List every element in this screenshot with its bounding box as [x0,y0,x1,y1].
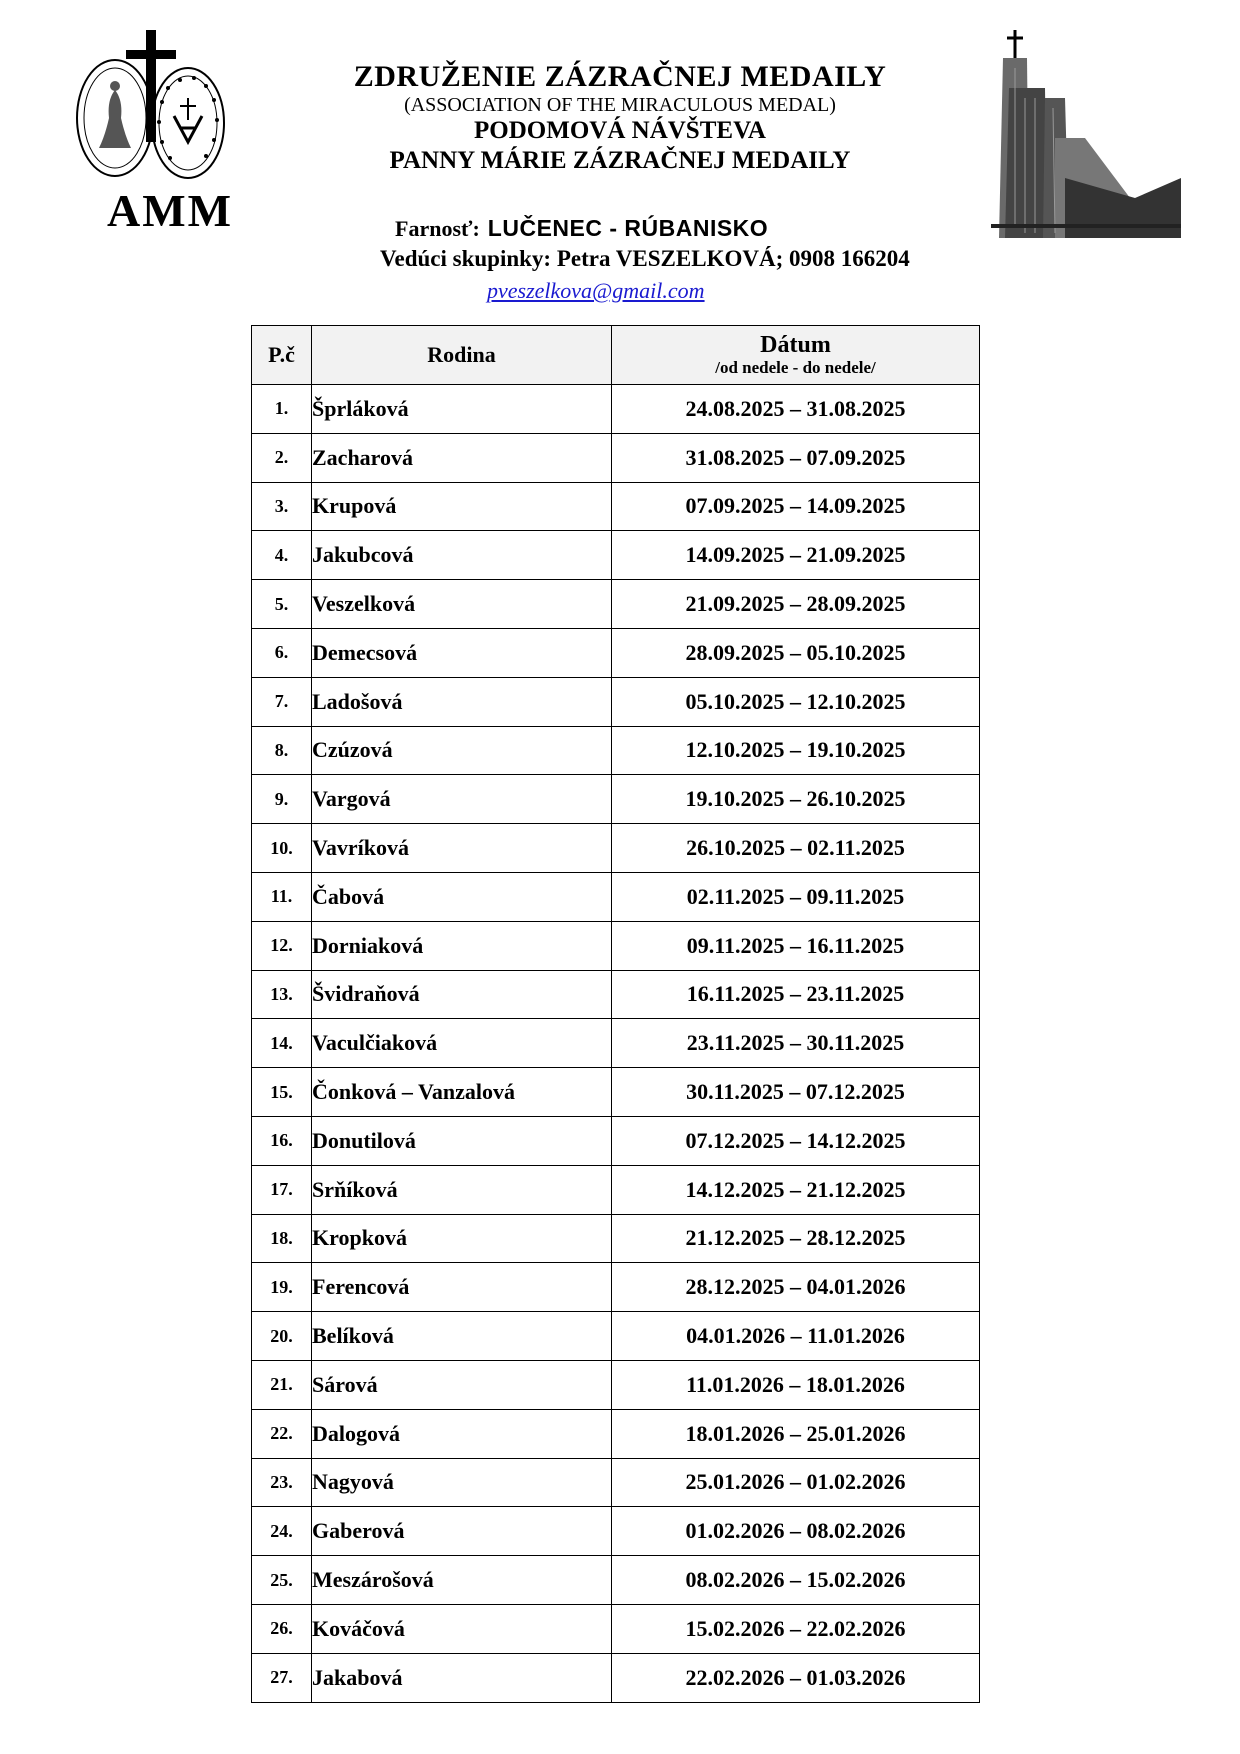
row-date: 30.11.2025 – 07.12.2025 [612,1068,980,1117]
logo-text: AMM [106,185,234,236]
row-date: 07.12.2025 – 14.12.2025 [612,1116,980,1165]
table-row [252,1263,980,1312]
row-date: 21.12.2025 – 28.12.2025 [612,1214,980,1263]
row-family: Czúzová [312,726,612,775]
row-family: Ladošová [312,677,612,726]
row-number: 24. [252,1507,312,1556]
table-row [252,872,980,921]
table-row [252,1068,980,1117]
row-date: 07.09.2025 – 14.09.2025 [612,482,980,531]
row-family: Jakubcová [312,531,612,580]
row-number: 10. [252,824,312,873]
row-number: 8. [252,726,312,775]
row-date: 15.02.2026 – 22.02.2026 [612,1604,980,1653]
row-family: Krupová [312,482,612,531]
header-line-1: PODOMOVÁ NÁVŠTEVA [474,117,766,144]
row-number: 2. [252,433,312,482]
row-number: 26. [252,1604,312,1653]
header-family: Rodina [312,326,612,385]
table-row [252,1019,980,1068]
row-family: Dorniaková [312,921,612,970]
row-number: 1. [252,385,312,434]
row-family: Srňíková [312,1165,612,1214]
row-date: 21.09.2025 – 28.09.2025 [612,580,980,629]
row-family: Gaberová [312,1507,612,1556]
table-row [252,628,980,677]
row-number: 3. [252,482,312,531]
header-subtitle: (ASSOCIATION OF THE MIRACULOUS MEDAL) [404,94,836,116]
row-family: Kropková [312,1214,612,1263]
table-row [252,1507,980,1556]
row-number: 12. [252,921,312,970]
row-family: Vavríková [312,824,612,873]
row-date: 05.10.2025 – 12.10.2025 [612,677,980,726]
row-family: Vaculčiaková [312,1019,612,1068]
row-family: Dalogová [312,1409,612,1458]
header [300,60,940,176]
table-row [252,970,980,1019]
row-number: 6. [252,628,312,677]
header-line-2: PANNY MÁRIE ZÁZRAČNEJ MEDAILY [389,147,851,174]
row-date: 18.01.2026 – 25.01.2026 [612,1409,980,1458]
row-number: 9. [252,775,312,824]
table-row [252,1458,980,1507]
table-row [252,1165,980,1214]
row-family: Vargová [312,775,612,824]
parish-label: Farnosť: [395,216,480,241]
row-family: Nagyová [312,1458,612,1507]
table-row [252,824,980,873]
row-family: Meszárošová [312,1556,612,1605]
row-family: Kováčová [312,1604,612,1653]
table-row [252,1360,980,1409]
row-date: 23.11.2025 – 30.11.2025 [612,1019,980,1068]
table-row [252,482,980,531]
row-number: 22. [252,1409,312,1458]
church-illustration [985,28,1181,238]
parish [395,215,768,242]
table-row [252,1604,980,1653]
row-number: 16. [252,1116,312,1165]
table-row [252,1312,980,1361]
row-family: Jakabová [312,1653,612,1702]
table-row [252,385,980,434]
row-number: 20. [252,1312,312,1361]
row-date: 12.10.2025 – 19.10.2025 [612,726,980,775]
table-row [252,580,980,629]
row-family: Donutilová [312,1116,612,1165]
row-number: 15. [252,1068,312,1117]
table-row [252,531,980,580]
row-date: 22.02.2026 – 01.03.2026 [612,1653,980,1702]
row-family: Demecsová [312,628,612,677]
table-header-row [252,326,980,385]
table-row [252,1409,980,1458]
header-date-sub: /od nedele - do nedele/ [715,358,876,377]
row-date: 11.01.2026 – 18.01.2026 [612,1360,980,1409]
table-row [252,1556,980,1605]
table-row [252,1214,980,1263]
row-number: 13. [252,970,312,1019]
row-family: Šprláková [312,385,612,434]
header-title: ZDRUŽENIE ZÁZRAČNEJ MEDAILY [353,60,887,93]
row-date: 25.01.2026 – 01.02.2026 [612,1458,980,1507]
row-date: 28.09.2025 – 05.10.2025 [612,628,980,677]
schedule-table [251,325,980,1703]
row-number: 25. [252,1556,312,1605]
row-family: Belíková [312,1312,612,1361]
row-date: 02.11.2025 – 09.11.2025 [612,872,980,921]
table-row [252,775,980,824]
amm-logo [70,28,270,243]
row-number: 23. [252,1458,312,1507]
table-row [252,921,980,970]
row-date: 14.12.2025 – 21.12.2025 [612,1165,980,1214]
email-link[interactable]: pveszelkova@gmail.com [487,278,705,303]
row-family: Sárová [312,1360,612,1409]
parish-value: LUČENEC - RÚBANISKO [487,215,769,241]
header-number: P.č [252,326,312,385]
row-family: Švidraňová [312,970,612,1019]
row-number: 21. [252,1360,312,1409]
table-row [252,1653,980,1702]
row-number: 5. [252,580,312,629]
row-family: Čonková – Vanzalová [312,1068,612,1117]
table-row [252,726,980,775]
row-date: 28.12.2025 – 04.01.2026 [612,1263,980,1312]
row-date: 08.02.2026 – 15.02.2026 [612,1556,980,1605]
row-family: Zacharová [312,433,612,482]
header-date-label: Dátum [760,332,831,358]
row-family: Čabová [312,872,612,921]
row-date: 01.02.2026 – 08.02.2026 [612,1507,980,1556]
row-number: 17. [252,1165,312,1214]
row-date: 31.08.2025 – 07.09.2025 [612,433,980,482]
row-number: 4. [252,531,312,580]
row-date: 16.11.2025 – 23.11.2025 [612,970,980,1019]
row-number: 19. [252,1263,312,1312]
row-date: 26.10.2025 – 02.11.2025 [612,824,980,873]
row-date: 04.01.2026 – 11.01.2026 [612,1312,980,1361]
row-date: 19.10.2025 – 26.10.2025 [612,775,980,824]
row-number: 11. [252,872,312,921]
table-row [252,433,980,482]
table-row [252,677,980,726]
row-family: Veszelková [312,580,612,629]
row-date: 24.08.2025 – 31.08.2025 [612,385,980,434]
header-date [612,326,980,385]
group-leader: Vedúci skupinky: Petra VESZELKOVÁ; 0908 166204 [380,246,910,271]
table-row [252,1116,980,1165]
row-family: Ferencová [312,1263,612,1312]
row-number: 14. [252,1019,312,1068]
row-date: 14.09.2025 – 21.09.2025 [612,531,980,580]
row-number: 7. [252,677,312,726]
row-number: 27. [252,1653,312,1702]
row-date: 09.11.2025 – 16.11.2025 [612,921,980,970]
row-number: 18. [252,1214,312,1263]
